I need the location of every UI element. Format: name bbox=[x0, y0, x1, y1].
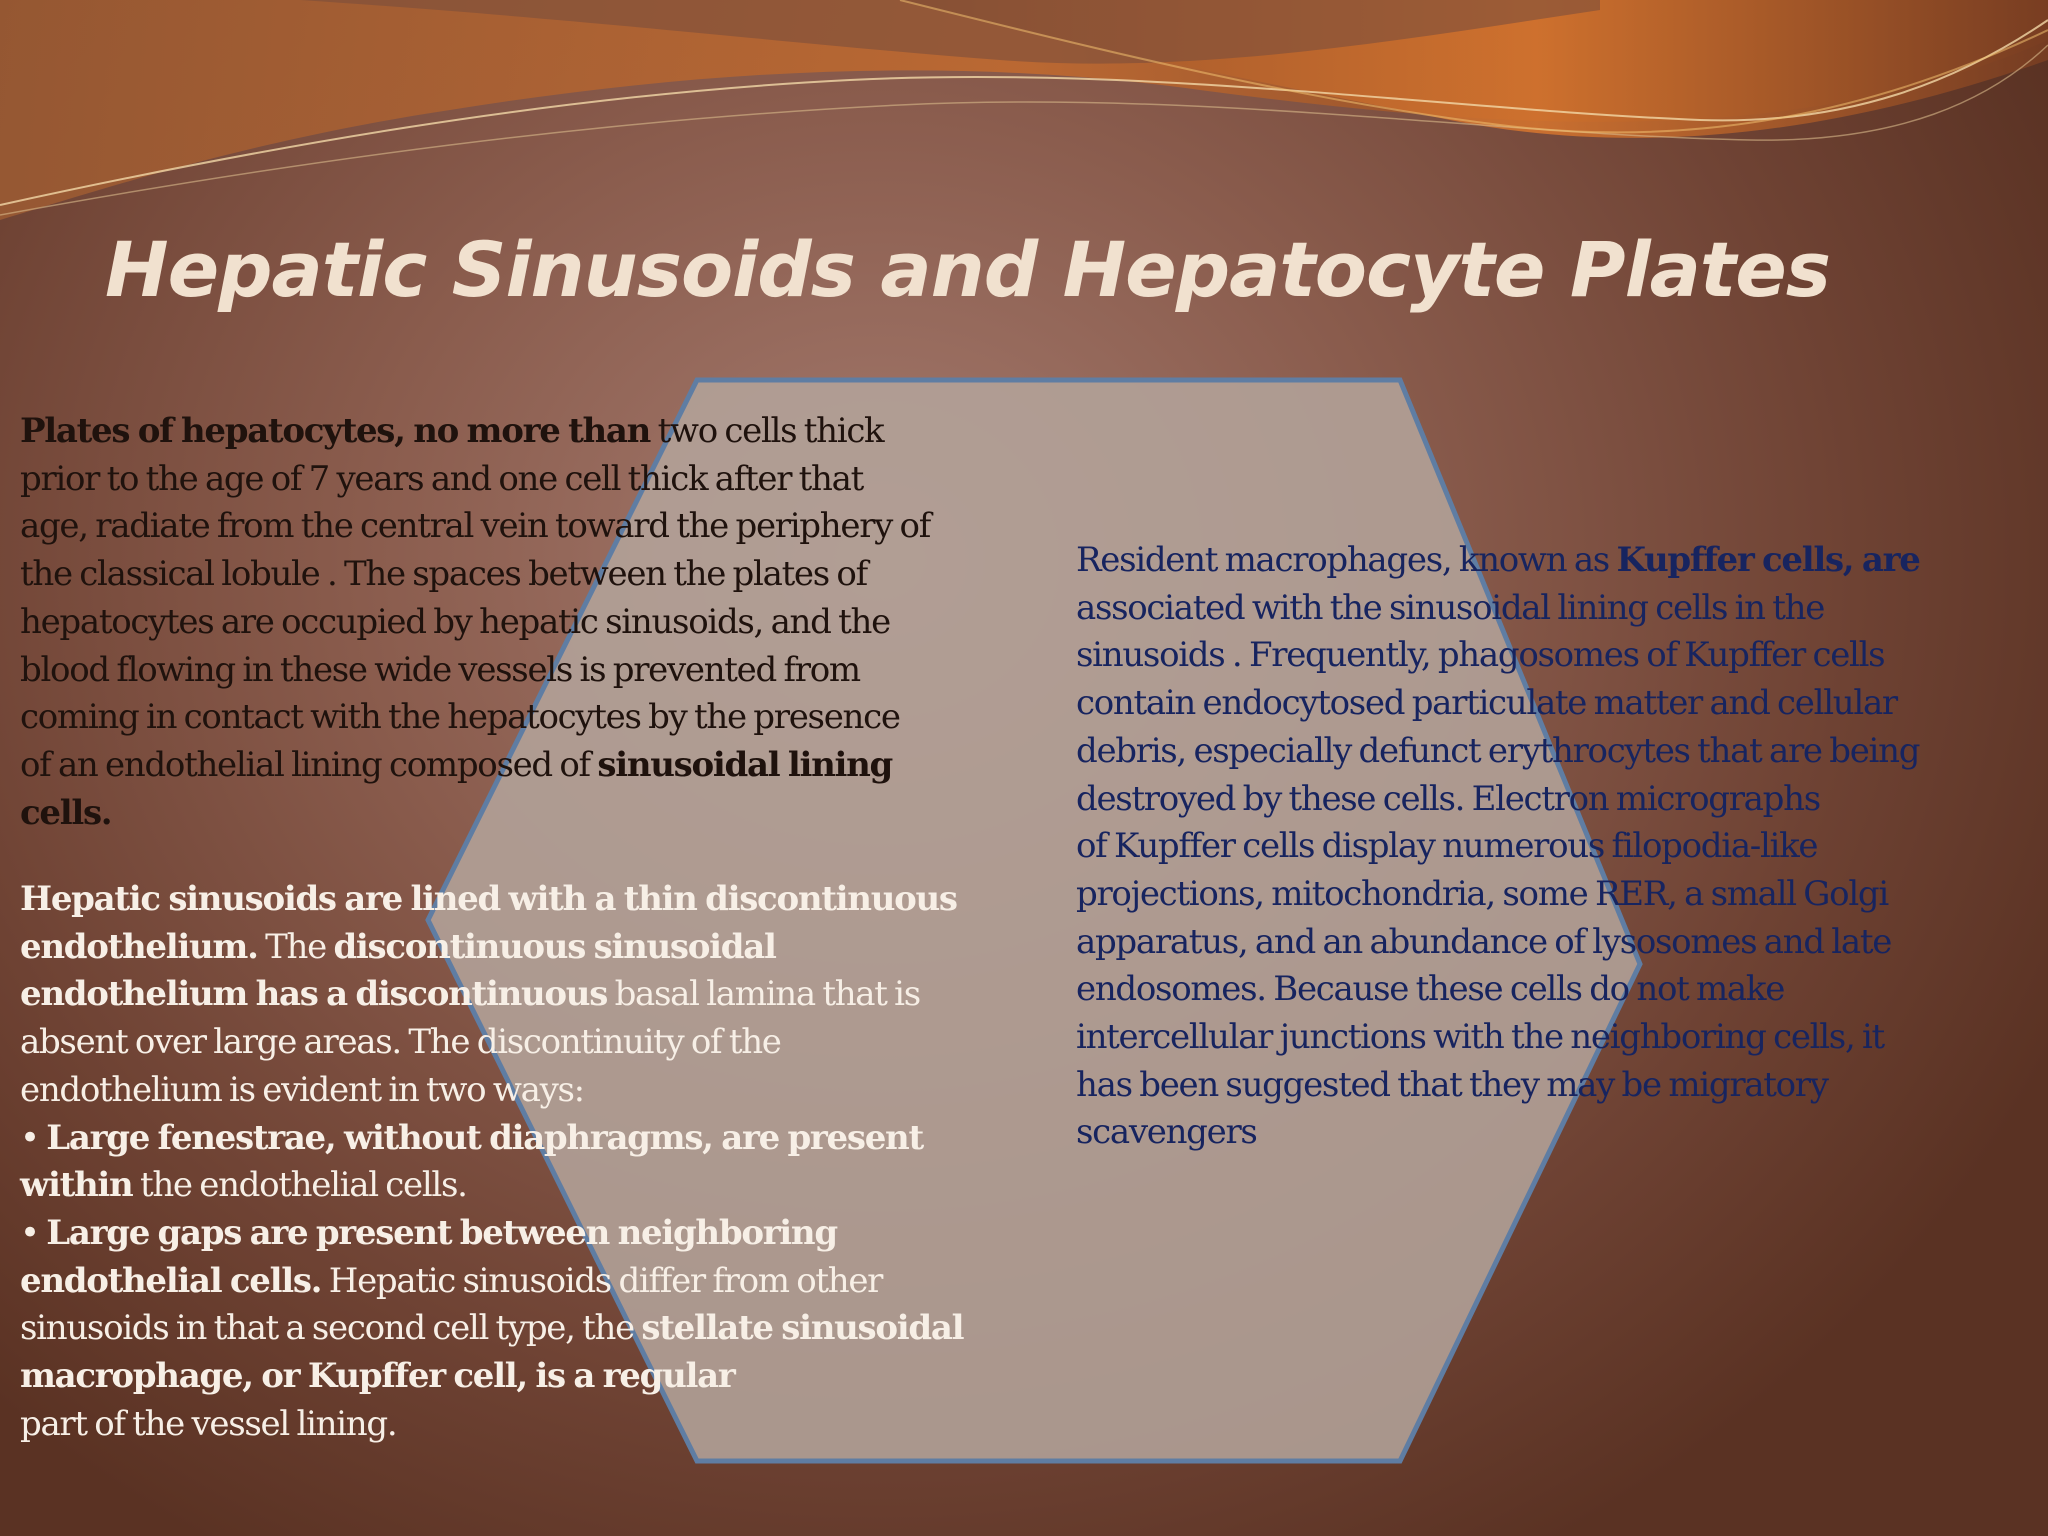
text-line bbox=[1076, 776, 1920, 824]
bold-text: Large fenestrae, without diaphragms, are present bbox=[46, 1117, 923, 1158]
text-line bbox=[1076, 728, 1920, 776]
text-line bbox=[20, 742, 930, 790]
text-line bbox=[20, 1019, 963, 1067]
text-line bbox=[1076, 1109, 1920, 1157]
text-run: basal lamina that is bbox=[607, 974, 920, 1015]
text-run: absent over large areas. The discontinuity of the bbox=[20, 1022, 781, 1063]
text-run: sinusoids in that a second cell type, the bbox=[20, 1308, 642, 1349]
text-run: blood flowing in these wide vessels is prevented from bbox=[20, 649, 860, 690]
text-run: debris, especially defunct erythrocytes that are being bbox=[1076, 730, 1920, 771]
bold-text: sinusoidal lining bbox=[597, 744, 893, 785]
text-line bbox=[20, 1067, 963, 1115]
bold-text: discontinuous sinusoidal bbox=[333, 926, 776, 967]
text-run: contain endocytosed particulate matter and cellular bbox=[1076, 683, 1897, 724]
text-run: • bbox=[20, 1212, 47, 1253]
text-line bbox=[20, 971, 963, 1019]
text-line bbox=[1076, 823, 1920, 871]
text-run: projections, mitochondria, some RER, a small Golgi bbox=[1076, 873, 1888, 914]
text-run: sinusoids . Frequently, phagosomes of Kupffer cells bbox=[1076, 635, 1885, 676]
text-run: endothelium is evident in two ways: bbox=[20, 1069, 584, 1110]
bold-text: Large gaps are present between neighboring bbox=[46, 1212, 837, 1253]
text-run: coming in contact with the hepatocytes by the presence bbox=[20, 697, 900, 738]
text-run: destroyed by these cells. Electron micrographs bbox=[1076, 778, 1820, 819]
bold-text: Kupffer cells, are bbox=[1616, 540, 1920, 580]
text-line bbox=[20, 1115, 963, 1163]
text-run: hepatocytes are occupied by hepatic sinusoids, and the bbox=[20, 601, 890, 642]
text-run: • bbox=[20, 1117, 47, 1158]
text-line bbox=[20, 1353, 963, 1401]
bold-text: Hepatic sinusoids are lined with a thin discontinuous bbox=[20, 879, 957, 919]
text-line bbox=[1076, 871, 1920, 919]
text-line bbox=[1076, 966, 1920, 1014]
text-line bbox=[20, 1162, 963, 1210]
bold-text: stellate sinusoidal bbox=[641, 1308, 964, 1349]
text-run: of an endothelial lining composed of bbox=[20, 744, 598, 785]
text-line bbox=[20, 647, 930, 695]
text-line bbox=[1076, 1062, 1920, 1110]
paragraph-hepatocyte-plates bbox=[20, 408, 930, 837]
text-line bbox=[1076, 585, 1920, 633]
bold-text: within bbox=[20, 1165, 133, 1206]
paragraph-kupffer-cells bbox=[1076, 537, 1920, 1157]
text-line bbox=[20, 694, 930, 742]
text-line bbox=[20, 790, 930, 838]
text-line bbox=[1076, 1014, 1920, 1062]
bold-text: endothelial cells. bbox=[20, 1260, 322, 1301]
text-run: two cells thick bbox=[650, 411, 884, 451]
text-line bbox=[1076, 632, 1920, 680]
bold-text: macrophage, or Kupffer cell, is a regular bbox=[20, 1356, 735, 1397]
text-run: the endothelial cells. bbox=[132, 1165, 467, 1206]
text-line bbox=[20, 599, 930, 647]
bold-text: endothelium has a discontinuous bbox=[20, 974, 608, 1015]
text-run: Resident macrophages, known as bbox=[1076, 540, 1617, 580]
text-run: The bbox=[257, 926, 334, 967]
bold-text: endothelium. bbox=[20, 926, 258, 967]
text-line bbox=[20, 1401, 963, 1449]
text-run: has been suggested that they may be migratory bbox=[1076, 1064, 1828, 1105]
text-line bbox=[20, 924, 963, 972]
text-run: Hepatic sinusoids differ from other bbox=[321, 1260, 883, 1301]
text-line bbox=[20, 1258, 963, 1306]
text-line bbox=[1076, 919, 1920, 967]
text-run: part of the vessel lining. bbox=[20, 1403, 397, 1444]
paragraph-sinusoid-endothelium bbox=[20, 876, 963, 1448]
text-line bbox=[20, 1305, 963, 1353]
text-run: associated with the sinusoidal lining cells in the bbox=[1076, 587, 1825, 628]
text-run: scavengers bbox=[1076, 1112, 1257, 1153]
text-line bbox=[20, 408, 930, 456]
slide-title: Hepatic Sinusoids and Hepatocyte Plates bbox=[105, 225, 1831, 314]
text-run: apparatus, and an abundance of lysosomes and late bbox=[1076, 921, 1892, 962]
text-run: endosomes. Because these cells do not make bbox=[1076, 969, 1785, 1010]
text-line bbox=[20, 1210, 963, 1258]
text-line bbox=[1076, 680, 1920, 728]
text-run: age, radiate from the central vein toward the periphery of bbox=[20, 506, 931, 547]
text-run: the classical lobule . The spaces between the plates of bbox=[20, 554, 867, 595]
text-run: of Kupffer cells display numerous filopodia-like bbox=[1076, 826, 1818, 867]
text-line bbox=[20, 503, 930, 551]
text-run: intercellular junctions with the neighboring cells, it bbox=[1076, 1017, 1884, 1058]
text-line bbox=[20, 551, 930, 599]
text-line bbox=[20, 876, 963, 924]
text-line bbox=[20, 456, 930, 504]
bold-text: cells. bbox=[20, 792, 112, 833]
text-line bbox=[1076, 537, 1920, 585]
text-run: prior to the age of 7 years and one cell thick after that bbox=[20, 458, 863, 499]
bold-text: Plates of hepatocytes, no more than bbox=[20, 411, 651, 451]
